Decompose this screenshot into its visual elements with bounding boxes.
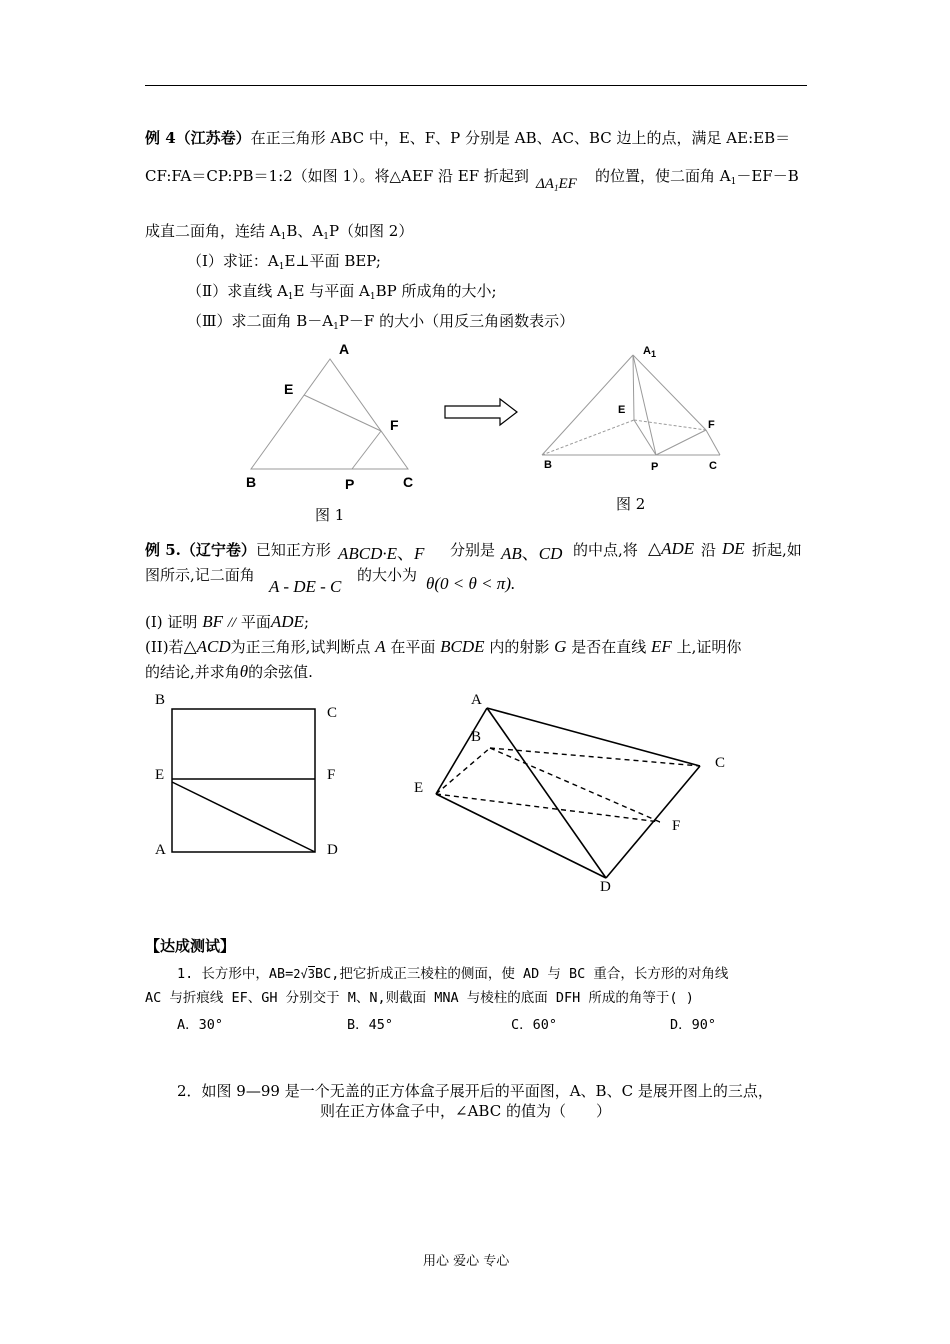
fold-label-e: E [414, 780, 424, 796]
sq-label-e: E [155, 767, 165, 783]
fig1-label-e: E [284, 381, 294, 397]
fold-arrow-icon [445, 399, 517, 425]
ex4-q1: （Ⅰ）求证：$A_1E\perp$平面 BEP; [187, 252, 381, 272]
ex5-line1-d: 沿 [701, 541, 717, 559]
ex5-line1-e: 折起,如 [752, 541, 802, 559]
ex5-math-ade: △ADE [648, 539, 695, 558]
sq-label-f: F [327, 767, 336, 783]
ex4-line2-tail: 的位置，使二面角 $A_1-EF-B$ [595, 167, 799, 187]
sq-label-d: D [327, 842, 338, 858]
page-footer: 用心 爱心 专心 [423, 1254, 510, 1269]
fold-label-d: D [600, 879, 611, 895]
fig2-label-b: B [544, 459, 552, 471]
fold-label-b: B [471, 729, 482, 745]
sq-label-c: C [327, 705, 338, 721]
ex4-triangle-math: $\Delta A_1EF$ [536, 176, 577, 193]
ex4-line1: 例 4（江苏卷）在正三角形 ABC 中，E、F、P 分别是 AB、AC、BC 边上的点，满足 AE:EB＝ [145, 129, 791, 147]
ex5-p3: 的结论,并求角θ的余弦值. [145, 662, 313, 681]
fold-label-a: A [471, 692, 482, 708]
fig1-label-a: A [339, 341, 350, 357]
ex5-math-ab-cd: AB、CD [501, 544, 563, 563]
ex5-math-dihedral: A - DE - C [269, 577, 342, 596]
test-q2-line2: 则在正方体盒子中，∠ABC 的值为（ ） [320, 1102, 611, 1120]
fig1-label-b: B [246, 474, 257, 490]
test-q2-line1: 2．如图 9—99 是一个无盖的正方体盒子展开后的平面图，A、B、C 是展开图上的三点， [177, 1082, 773, 1100]
header-rule [145, 85, 807, 86]
option-c: C．60° [511, 1017, 558, 1033]
fold-label-c: C [715, 755, 726, 771]
fig1-label-p: P [345, 476, 355, 492]
test-q1-line2: AC 与折痕线 EF、GH 分别交于 M、N,则截面 MNA 与棱柱的底面 DFH 所成的角等于( ) [145, 990, 694, 1006]
fig2-caption: 图 2 [616, 495, 646, 513]
fig2-label-c: C [709, 460, 717, 472]
fig1-label-f: F [390, 417, 399, 433]
fig2-label-e: E [618, 404, 626, 416]
ex5-line1-b: 分别是 [450, 541, 496, 559]
ex5-line2: 图所示,记二面角 [145, 566, 255, 584]
fig2-label-a1: $A_1$ [643, 345, 656, 359]
sq-label-a: A [155, 842, 166, 858]
fig1-caption: 图 1 [315, 506, 345, 524]
fig2-label-p: P [651, 461, 659, 473]
ex5-math-de: DE [722, 539, 745, 558]
ex5-line1: 例 5.（辽宁卷）已知正方形 [145, 541, 331, 559]
ex5-line2-b: 的大小为 [357, 566, 418, 584]
ex4-line3: 成直二面角，连结 $A_1B$、$A_1P$（如图 2） [145, 222, 414, 242]
fig2-label-f: F [708, 419, 715, 431]
option-a: A．30° [177, 1017, 224, 1033]
ex5-math-theta: θ(0 < θ < π). [426, 574, 516, 593]
test-heading: 【达成测试】 [145, 937, 236, 955]
ex5-p1: (I) 证明 BF // 平面ADE; [145, 612, 309, 631]
ex5-math-abcde: ABCD·E、F [338, 544, 425, 563]
ex5-line1-c: 的中点,将 [573, 541, 638, 559]
ex4-line2: CF:FA＝CP:PB＝1:2（如图 1）。将△AEF 沿 EF 折起到 [145, 167, 529, 185]
ex5-p2: (II)若△ACD为正三角形,试判断点 A 在平面 BCDE 内的射影 G 是否在直线 EF 上,证明你 [145, 637, 742, 656]
ex4-q2: （Ⅱ）求直线 $A_1E$ 与平面 $A_1BP$ 所成角的大小; [187, 282, 497, 302]
option-d: D．90° [670, 1017, 717, 1033]
ex4-q3: （Ⅲ）求二面角 $B-A_1P-F$ 的大小（用反三角函数表示） [187, 312, 575, 332]
sq-label-b: B [155, 692, 166, 708]
ex4-head: 例 4（江苏卷） [145, 129, 251, 147]
option-b: B．45° [347, 1017, 394, 1033]
fig1-label-c: C [403, 474, 414, 490]
fold-label-f: F [672, 818, 681, 834]
test-q1-line1: 1. 长方形中，AB=2√3BC,把它折成正三棱柱的侧面，使 AD 与 BC 重合，长方形的对角线 [177, 966, 729, 982]
